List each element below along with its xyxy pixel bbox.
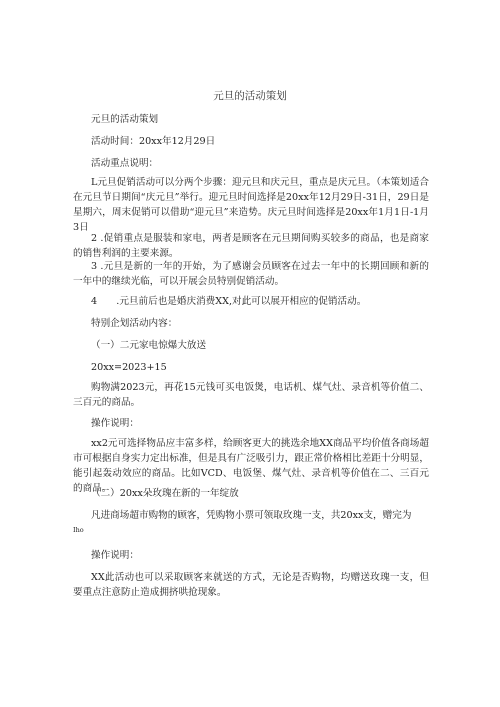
paragraph-6: xx2元可选择物品应丰富多样，给顾客更大的挑选余地XX商品平均价值各商场超市可根据自身实力定出标准，但是具有广泛吸引力，跟正常价格相比差距十分明显，能引起轰动效应的商品。比如VCD、电饭堡、煤气灶、录音机等价值在二、三百元的商品。 xyxy=(73,438,429,494)
paragraph-7-tail: Iho xyxy=(73,526,84,534)
paragraph-1: L元旦促销活动可以分两个步骤：迎元旦和庆元旦，重点是庆元旦。（本策划适合在元旦节日期间“庆元旦”举行。迎元旦时间选择是20xx年12月29日-31日，29日是星期六，周末促销可以借助“迎元旦”来造势。庆元旦时间选择是20xx年1月1日-1月3日 xyxy=(73,177,429,233)
special-heading: 特别企划活动内容： xyxy=(91,318,178,329)
paragraph-8: XX此活动也可以采取顾客来就送的方式，无论是否购物，均赠送玫瑰一支，但要重点注意防止造成拥挤哄抢现象。 xyxy=(73,572,429,598)
paragraph-4: 4 .元旦前后也是婚庆消费XX,对此可以展开相应的促销活动。 xyxy=(91,296,367,307)
section-2-heading: （二）20xx朵玫瑰在新的一年绽放 xyxy=(91,488,239,499)
focus-heading: 活动重点说明： xyxy=(91,158,159,169)
subtitle: 元旦的活动策划 xyxy=(91,114,159,125)
paragraph-5: 购物满2023元，再花15元钱可买电饭煲，电话机、煤气灶、录音机等价值二、三百元的商品。 xyxy=(73,382,429,408)
section-1-heading: （一）二元家电惊爆大放送 xyxy=(91,340,207,351)
activity-time: 活动时间：20xx年12月29日 xyxy=(91,136,216,147)
paragraph-7: 凡进商场超市购物的顾客，凭购物小票可领取玫瑰一支，共20xx支，赠完为 xyxy=(91,510,412,521)
formula-line: 20xx=2023+15 xyxy=(91,362,167,373)
page-title: 元旦的活动策划 xyxy=(213,90,287,102)
operation-heading-1: 操作说明： xyxy=(91,418,139,429)
paragraph-2: 2 .促销重点是服装和家电，两者是顾客在元旦期间购买较多的商品，也是商家的销售利润的主要来源。 xyxy=(73,233,429,259)
operation-heading-2: 操作说明： xyxy=(91,550,139,561)
paragraph-3: 3 .元旦是新的一年的开始，为了感谢会员顾客在过去一年中的长期回顾和新的一年中的继续光临，可以开展会员特别促销活动。 xyxy=(73,261,429,287)
